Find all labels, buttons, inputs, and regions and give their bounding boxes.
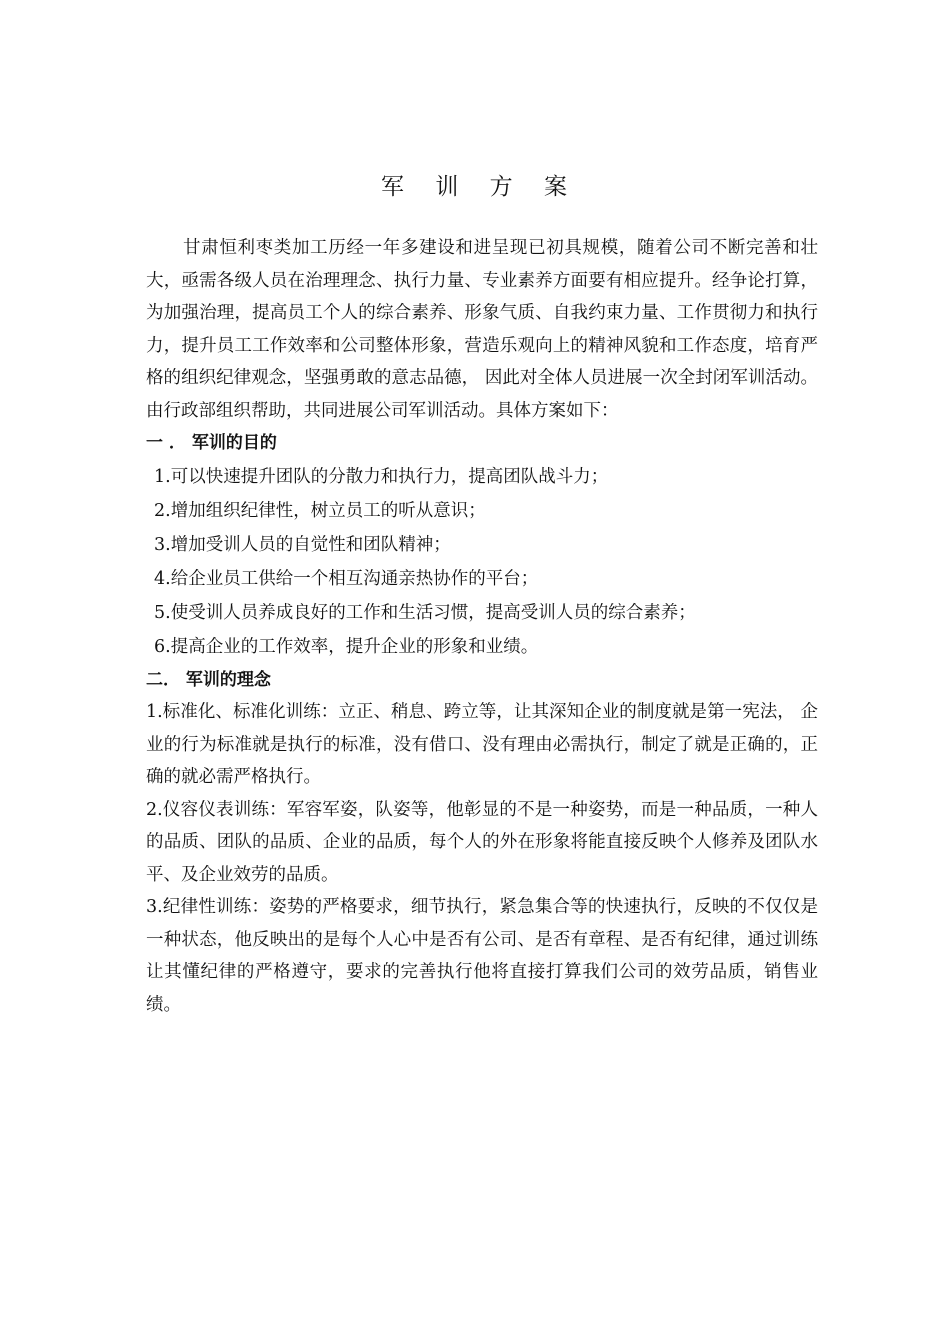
purpose-list [146, 460, 818, 664]
list-item: 5.使受训人员养成良好的工作和生活习惯，提高受训人员的综合素养； [154, 602, 696, 623]
list-item: 4.给企业员工供给一个相互沟通亲热协作的平台； [154, 568, 539, 589]
document-title: 军 训 方 案 [381, 174, 579, 200]
list-item: 3.增加受训人员的自觉性和团队精神； [154, 534, 451, 555]
document-body [146, 232, 818, 1021]
principle-paragraph: 2.仪容仪表训练：军容军姿，队姿等，他彰显的不是一种姿势，而是一种品质，一种人的品质、团队的品质、企业的品质，每个人的外在形象将能直接反映个人修养及团队水平、及企业效劳的品质。 [146, 799, 818, 885]
list-item: 1.可以快速提升团队的分散力和执行力，提高团队战斗力； [154, 466, 609, 487]
principle-paragraph: 3.纪律性训练：姿势的严格要求，细节执行，紧急集合等的快速执行，反映的不仅仅是一种状态，他反映出的是每个人心中是否有公司、是否有章程、是否有纪律，通过训练让其懂纪律的严格遵守，要求的完善执行他将直接打算我们公司的效劳品质，销售业绩。 [146, 897, 818, 1015]
section-heading-philosophy: 二． 军训的理念 [146, 669, 271, 690]
list-item: 6.提高企业的工作效率，提升企业的形象和业绩。 [154, 636, 539, 657]
intro-paragraph: 甘肃恒利枣类加工历经一年多建设和进呈现已初具规模，随着公司不断完善和壮大，亟需各级人员在治理理念、执行力量、专业素养方面要有相应提升。经争论打算，为加强治理，提高员工个人的综合素养、形象气质、自我约束力量、工作贯彻力和执行力，提升员工工作效率和公司整体形象，营造乐观向上的精神风貌和工作态度，培育严格的组织纪律观念，坚强勇敢的意志品德， 因此对全体人员进展一次全封闭军训活动。由行政部组织帮助，共同进展公司军训活动。具体方案如下： [146, 238, 818, 421]
section-heading-purpose: 一 ． 军训的目的 [146, 433, 277, 453]
principle-paragraph: 1.标准化、标准化训练：立正、稍息、跨立等，让其深知企业的制度就是第一宪法， 企业的行为标准就是执行的标准，没有借口、没有理由必需执行，制定了就是正确的，正确的就必需严格执行。 [146, 702, 818, 787]
list-item: 2.增加组织纪律性，树立员工的听从意识； [154, 500, 486, 521]
